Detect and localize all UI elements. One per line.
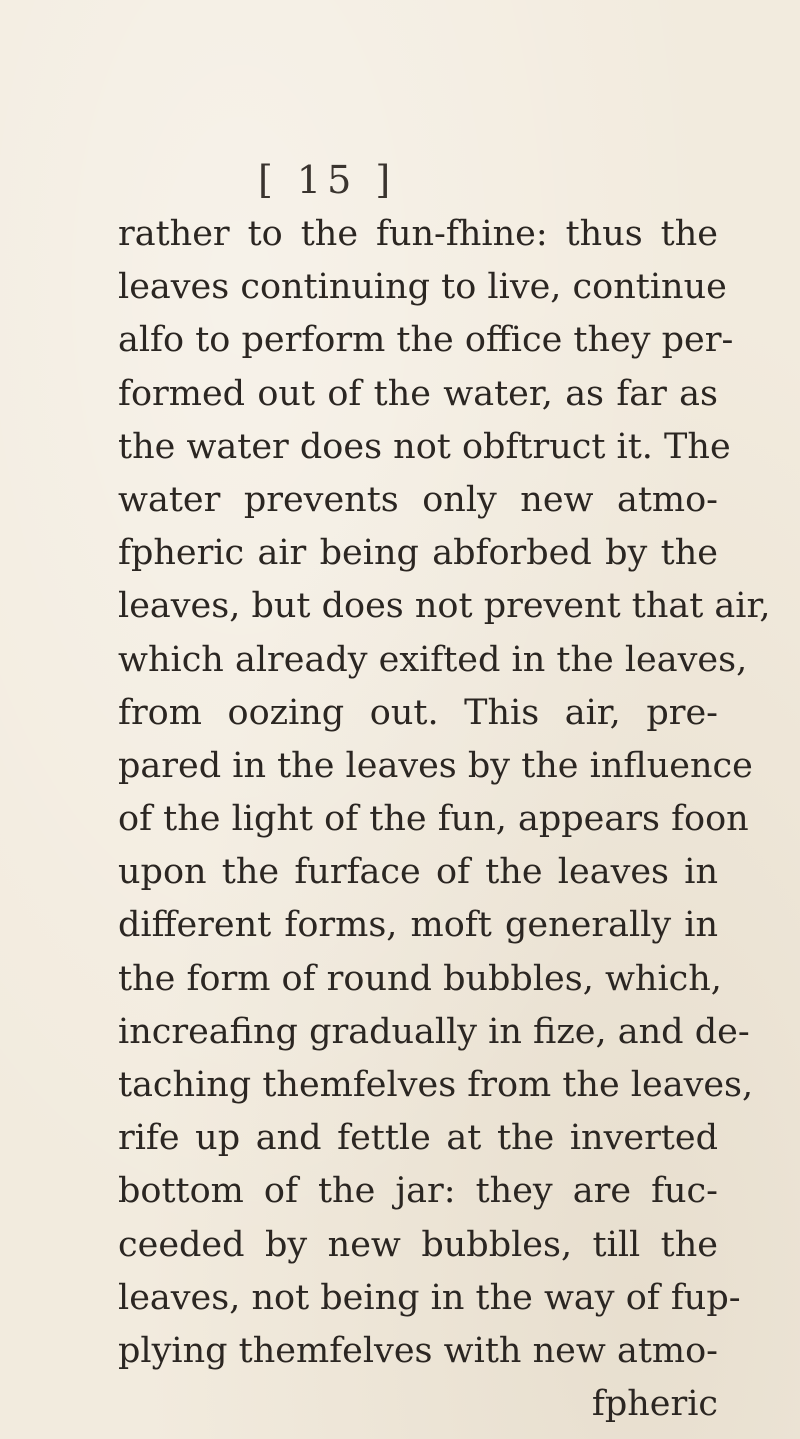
text-line: water prevents only new atmo-: [118, 479, 718, 520]
text-line: leaves continuing to live, continue: [118, 267, 727, 308]
text-line: bottom of the jar: they are fuc-: [118, 1171, 718, 1212]
text-line: the form of round bubbles, which,: [118, 958, 722, 999]
text-line: taching themfelves from the leaves,: [118, 1065, 754, 1105]
page-number: [ 15 ]: [258, 158, 397, 202]
text-line: formed out of the water, as far as: [118, 373, 718, 414]
text-line: pared in the leaves by the influence: [118, 745, 753, 786]
text-line: different forms, moft generally in: [118, 905, 718, 946]
body-text: [118, 208, 771, 1431]
text-line: increafing gradually in fize, and de-: [118, 1011, 750, 1052]
catchword: fpheric: [591, 1384, 718, 1425]
text-line: of the light of the fun, appears foon: [118, 799, 749, 840]
text-line: alfo to perform the office they per-: [118, 320, 734, 361]
text-line: plying themfelves with new atmo-: [118, 1330, 718, 1371]
text-line: rather to the fun-fhine: thus the: [118, 214, 718, 254]
text-line: ceeded by new bubbles, till the: [118, 1224, 718, 1265]
text-line: which already exifted in the leaves,: [118, 639, 748, 680]
text-line: leaves, but does not prevent that air,: [118, 586, 771, 627]
text-line: rife up and fettle at the inverted: [118, 1118, 718, 1159]
text-line: leaves, not being in the way of fup-: [118, 1277, 741, 1318]
text-line: fpheric air being abforbed by the: [118, 533, 718, 574]
text-line: upon the furface of the leaves in: [118, 852, 718, 893]
text-line: from oozing out. This air, pre-: [118, 692, 718, 733]
text-line: the water does not obftruct it. The: [118, 426, 731, 467]
